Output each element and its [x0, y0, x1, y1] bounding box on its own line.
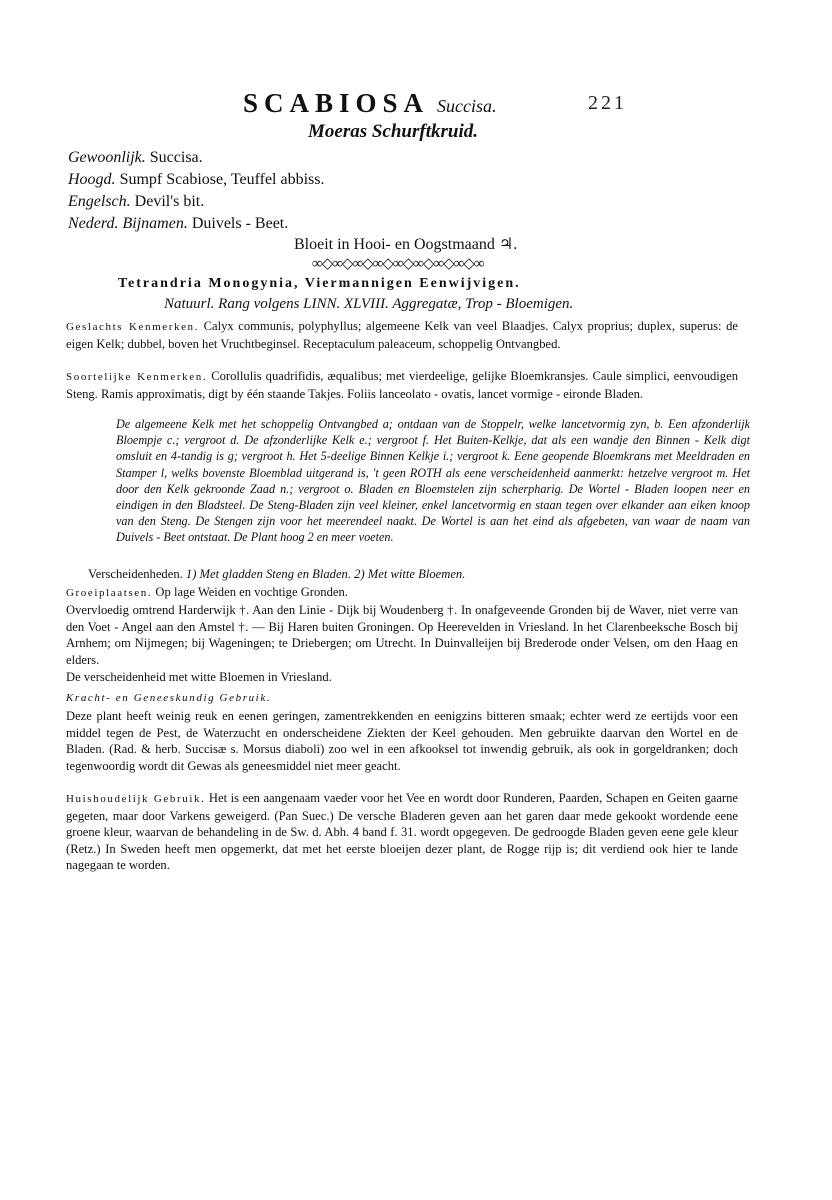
name-row-engelsch	[68, 193, 204, 211]
white-variety-note: De verscheidenheid met witte Bloemen in Vriesland.	[66, 670, 332, 684]
natural-rank: Natuurl. Rang volgens LINN. XLVIII. Aggregatæ, Trop - Bloemigen.	[164, 296, 574, 312]
page-subtitle: Moeras Schurftkruid.	[308, 121, 478, 142]
section-label: Huishoudelijk Gebruik.	[66, 793, 206, 805]
flowering-period: Bloeit in Hooi- en Oogstmaand ♃.	[294, 236, 518, 253]
species-characteristics	[66, 368, 738, 402]
name-row-nederd	[68, 215, 288, 233]
name-label: Engelsch.	[68, 193, 131, 210]
page-number: 221	[588, 92, 627, 114]
medicinal-use: Deze plant heeft weinig reuk en eenen geringen, zamentrekkenden en eenigzins bitteren smaak; echter werd ze eertijds voor een middel tegen de Pest, de Waterzucht en onderscheidene Ziekten der Keel gehouden. Men gebruikte daarvan den Wortel en de Bladen. (Rad. & herb. Succisæ s. Morsus diaboli) zoo wel in een afkooksel tot inwendig gebruik, als ook in gorgeldranken; doch tegenwoordig wordt dit Gewas als geneesmiddel niet meer geacht.	[66, 709, 738, 773]
varieties	[88, 566, 738, 583]
name-value: Duivels - Beet.	[191, 215, 289, 232]
ornament-divider: ∞◇∞◇∞◇∞◇∞◇∞◇∞◇∞◇∞	[312, 256, 484, 272]
name-value: Devil's bit.	[134, 193, 205, 210]
section-label: Kracht- en Geneeskundig Gebruik.	[66, 692, 272, 704]
section-text: Op lage Weiden en vochtige Gronden.	[155, 585, 348, 599]
page-title	[243, 88, 497, 119]
section-label: Geslachts Kenmerken.	[66, 321, 200, 333]
name-label: Nederd. Bijnamen.	[68, 215, 188, 232]
name-label: Gewoonlijk.	[68, 149, 146, 166]
locations: Overvloedig omtrend Harderwijk †. Aan den Linie - Dijk bij Woudenberg †. In onafgeveende Gronden bij de Waver, niet verre van den Voet - Angel aan den Amstel †. — Bij Haren buiten Groningen. Op Heerevelden in Vriesland. In het Clarenbeeksche Bosch bij Arnhem; om Nijmegen; bij Wageningen; te Driebergen; om Utrecht. In Duinvalleijen bij Brederode onder Velsen, om den Haag en elders.	[66, 603, 738, 667]
name-row-gewoonlijk	[68, 149, 203, 167]
name-row-hoogd	[68, 171, 325, 189]
name-value: Sumpf Scabiose, Teuffel abbiss.	[119, 171, 325, 188]
genus-characteristics	[66, 318, 738, 352]
habitats	[66, 584, 738, 602]
classification-heading: Tetrandria Monogynia, Viermannigen Eenwijvigen.	[118, 276, 521, 291]
variety-2: 2) Met witte Bloemen.	[354, 567, 466, 581]
section-text: Calyx communis, polyphyllus; algemeene Kelk van veel Blaadjes. Calyx proprius; duplex, superus: de eigen Kelk; dubbel, boven het Vruchtbeginsel. Receptaculum paleaceum, schoppelig Ontvangbed.	[66, 319, 739, 351]
section-label: Soortelijke Kenmerken.	[66, 371, 208, 383]
medicinal-use-heading	[66, 689, 738, 707]
section-text: Het is een aangenaam vaeder voor het Vee en wordt door Runderen, Paarden, Schapen en Geiten gaarne gegeten, maar door Varkens geweigerd. (Pan Suec.) De versche Bladeren geven aan het garen daar mede gekookt wordende eene groene kleur, waarvan de behandeling in de Sw. d. Abh. 4 band f. 31. wordt opgegeven. De gedroogde Bladen geven eene gele kleur (Retz.) In Sweden heeft men opgemerkt, dat met het eerste bloeijen dezer plant, de Rogge rijp is; dit verdiend ook hier te lande nagegaan te worden.	[66, 791, 739, 873]
title-genus: SCABIOSA	[243, 88, 430, 118]
title-species: Succisa.	[437, 96, 497, 116]
variety-1: 1) Met gladden Steng en Bladen.	[185, 567, 351, 581]
name-value: Succisa.	[149, 149, 203, 166]
section-label: Groeiplaatsen.	[66, 587, 153, 599]
figure-description: De algemeene Kelk met het schoppelig Ontvangbed a; ontdaan van de Stoppelr, welke lancetvormig zyn, b. Een afzonderlijk Bloempje c.; vergroot d. De afzonderlijke Kelk e.; vergroot f. Het Buiten-Kelkje, dat als een wandje den Binnen - Kelk digt omsluit en 4-tandig is g; vergroot h. Het 5-deelige Binnen Kelkje i.; vergroot k. Eene geopende Bloemkrans met Meeldraden en Stamper l, welks bovenste Bloemblad uitgerand is, 't geen ROTH als eene verscheidenheid aanmerkt: hetzelve vergroot m. Het door den Kelk gekroonde Zaad n.; vergroot o. Bladen en Bloemstelen zijn scherpharig. De Wortel - Bladen loopen neer en eindigen in den Bladsteel. De Steng-Bladen zijn veel kleiner, enkel lancetvormig en staan tegen over elkander aan eiken knoop van den Steng. De Stengen zijn voor het meerendeel naakt. De Wortel is aan het eind als afgebeten, van waar de naam van Duivels - Beet ontstaat. De Plant hoog 2 en meer voeten.	[116, 417, 750, 545]
household-use	[66, 790, 738, 874]
section-text: Corollulis quadrifidis, æqualibus; met vierdeelige, gelijke Bloemkransjes. Caule simplici, eenvoudigen Steng. Ramis approximatis, digt by één staande Takjes. Foliis lanceolato - ovatis, lancet vormige - eironde Bladen.	[66, 369, 738, 401]
section-label: Verscheidenheden.	[88, 567, 183, 581]
name-label: Hoogd.	[68, 171, 116, 188]
